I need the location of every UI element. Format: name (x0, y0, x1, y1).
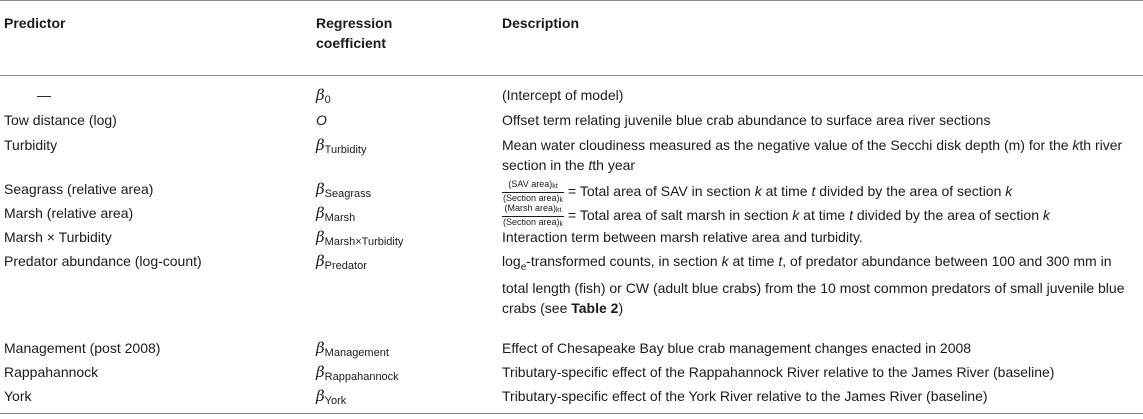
predictor-cell: Turbidity (4, 137, 58, 153)
desc-var-k: k (1005, 183, 1013, 200)
header-predictor: Predictor (4, 15, 66, 31)
desc-text: Mean water cloudiness measured as the negative value of the Secchi disk depth (m) for the (502, 137, 1073, 153)
coefficient-cell (316, 386, 346, 411)
desc-text: = Total area of SAV in section (568, 183, 755, 200)
coefficient-cell (316, 203, 355, 228)
table-header (0, 0, 1143, 76)
predictor-cell: Rappahannock (4, 364, 99, 380)
coefficient-cell (316, 85, 331, 110)
fraction-denominator: (Section area) (503, 193, 560, 203)
desc-text: th year (592, 157, 636, 173)
fraction-denominator: (Section area) (503, 217, 560, 227)
table-reference-link[interactable]: Table 2 (571, 299, 619, 316)
desc-var-k: k (754, 183, 762, 200)
coefficient-cell (316, 110, 327, 130)
predictor-cell: Seagrass (relative area) (4, 181, 154, 197)
beta-symbol: β (316, 204, 325, 222)
desc-log: log (502, 253, 521, 269)
coefficient-cell (316, 362, 399, 387)
desc-text: at time (799, 207, 850, 224)
desc-var-k: k (1072, 137, 1080, 153)
coefficient-cell (316, 338, 389, 363)
beta-subscript: Predator (324, 260, 367, 272)
desc-var-t: t (778, 253, 783, 269)
fraction (502, 179, 564, 206)
coefficient-cell (316, 251, 367, 276)
beta-symbol: β (316, 136, 325, 154)
description-cell: Interaction term between marsh relative area and turbidity. (502, 229, 863, 245)
beta-subscript: Seagrass (324, 188, 372, 200)
description-cell: Offset term relating juvenile blue crab abundance to surface area river sections (502, 112, 991, 128)
beta-symbol: β (316, 180, 325, 198)
desc-text: divided by the area of section (852, 207, 1043, 224)
beta-subscript: Rappahannock (324, 371, 399, 383)
coefficient-cell (316, 135, 366, 160)
table-bottom-rule (0, 413, 1143, 414)
predictor-cell: Tow distance (log) (4, 112, 117, 128)
desc-var-k: k (721, 253, 729, 269)
header-coefficient-line2: coefficient (316, 35, 387, 51)
beta-subscript: York (324, 395, 347, 407)
beta-symbol: β (316, 363, 325, 381)
desc-text: ) (618, 299, 624, 316)
header-coefficient-line1: Regression (316, 15, 393, 31)
predictor-cell: Marsh (relative area) (4, 205, 134, 221)
fraction-denominator-sub: k (559, 221, 564, 228)
desc-text: divided by the area of section (815, 183, 1006, 200)
description-cell (502, 179, 1132, 206)
predictor-cell: Management (post 2008) (4, 340, 161, 356)
desc-var-t: t (811, 183, 816, 200)
desc-text: at time (761, 183, 812, 200)
beta-symbol: β (316, 252, 325, 270)
fraction-denominator-sub: k (559, 197, 564, 204)
beta-subscript: Marsh (324, 212, 356, 224)
predictor-cell: Marsh × Turbidity (4, 229, 112, 245)
fraction-numerator: (SAV area) (508, 179, 553, 189)
beta-subscript: Marsh×Turbidity (324, 236, 404, 248)
description-cell: Tributary-specific effect of the York River relative to the James River (baseline) (502, 388, 988, 404)
beta-subscript: 0 (324, 94, 331, 106)
description-cell (502, 203, 1132, 230)
beta-subscript: Turbidity (324, 144, 367, 156)
desc-var-k: k (792, 207, 800, 224)
description-cell (502, 135, 1132, 175)
desc-text: th river section in the (502, 137, 1123, 173)
description-cell: Tributary-specific effect of the Rappahannock River relative to the James River (baseline) (502, 364, 1055, 380)
predictor-cell: York (4, 388, 32, 404)
offset-symbol: O (316, 112, 327, 128)
fraction-numerator-sub: kt (552, 183, 558, 190)
header-description: Description (502, 15, 580, 31)
beta-symbol: β (316, 86, 325, 104)
fraction (502, 203, 564, 230)
desc-var-k: k (1042, 207, 1050, 224)
coefficient-cell (316, 227, 403, 252)
desc-text: -transformed counts, in section (526, 253, 722, 269)
header-coefficient (316, 13, 436, 53)
desc-text: , of predator abundance between 100 and 300 mm in total length (fish) or CW (adult blue crabs) from the 10 most common predators of small juvenile blue crabs (see (502, 253, 1125, 316)
beta-symbol: β (316, 228, 325, 246)
desc-log-sub: e (520, 261, 527, 273)
desc-var-t: t (588, 157, 593, 173)
description-cell: Effect of Chesapeake Bay blue crab management changes enacted in 2008 (502, 340, 972, 356)
description-cell: (Intercept of model) (502, 87, 624, 103)
desc-text: = Total area of salt marsh in section (568, 207, 793, 224)
description-cell (502, 251, 1132, 318)
predictor-cell: Predator abundance (log-count) (4, 253, 202, 269)
beta-symbol: β (316, 387, 325, 405)
predictor-cell: — (37, 87, 51, 103)
fraction-numerator: (Marsh area) (504, 203, 557, 213)
coefficient-cell (316, 179, 371, 204)
desc-text: at time (728, 253, 779, 269)
beta-symbol: β (316, 339, 325, 357)
beta-subscript: Management (324, 347, 389, 359)
fraction-numerator-sub: kt (556, 207, 562, 214)
desc-var-t: t (849, 207, 853, 224)
